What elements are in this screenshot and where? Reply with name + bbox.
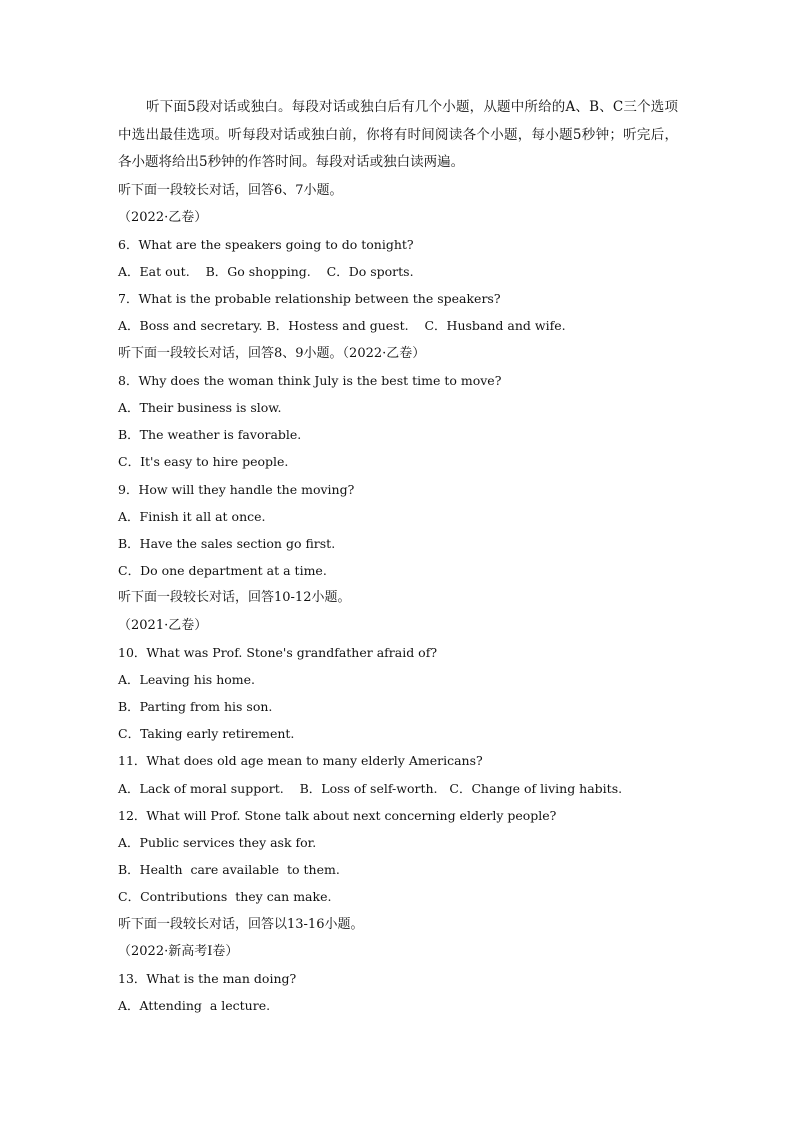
answer-option: C．Taking early retirement. bbox=[118, 726, 295, 742]
instructions-paragraph: 听下面5段对话或独白。每段对话或独白后有几个小题，从题中所给的A、B、C三个选项中选出最佳选项。听每段对话或独白前，你将有时间阅读各个小题，每小题5秒钟；听完后，各小题将给出5秒钟的作答时间。每段对话或独白读两遍。 bbox=[118, 99, 678, 170]
question-text: 11．What does old age mean to many elderly Americans? bbox=[118, 753, 483, 769]
question-text: 12．What will Prof. Stone talk about next concerning elderly people? bbox=[118, 807, 557, 823]
section-heading: （2022·新高考I卷） bbox=[118, 943, 239, 959]
answer-option: B．The weather is favorable. bbox=[118, 427, 302, 443]
question-text: 9．How will they handle the moving? bbox=[118, 481, 355, 497]
answer-option: C．Contributions they can make. bbox=[118, 889, 332, 905]
answer-option: C．Do one department at a time. bbox=[118, 563, 327, 579]
answer-option: A．Their business is slow. bbox=[118, 400, 282, 415]
section-heading: 听下面一段较长对话，回答10-12小题。 bbox=[118, 590, 351, 606]
section-heading: 听下面一段较长对话，回答6、7小题。 bbox=[118, 182, 343, 198]
answer-option: B．Have the sales section go first. bbox=[118, 535, 336, 551]
question-list bbox=[118, 177, 678, 1020]
answer-option: A．Leaving his home. bbox=[118, 671, 255, 687]
document-content bbox=[118, 94, 678, 1019]
section-heading: 听下面一段较长对话，回答8、9小题。（2022·乙卷） bbox=[118, 345, 426, 361]
question-text: 7．What is the probable relationship between the speakers? bbox=[118, 291, 501, 307]
answer-option: A．Eat out. B．Go shopping. C．Do sports. bbox=[118, 264, 414, 280]
answer-option: A．Public services they ask for. bbox=[118, 835, 317, 850]
question-text: 8．Why does the woman think July is the best time to move? bbox=[118, 372, 502, 388]
section-heading: 听下面一段较长对话，回答以13-16小题。 bbox=[118, 916, 364, 932]
answer-option: A．Lack of moral support. B．Loss of self-worth. C．Change of living habits. bbox=[118, 780, 623, 796]
section-heading: （2022·乙卷） bbox=[118, 209, 208, 225]
answer-option: B．Health care available to them. bbox=[118, 862, 340, 878]
answer-option: A．Boss and secretary. B．Hostess and guest. C．Husband and wife. bbox=[118, 318, 566, 334]
answer-option: C．It's easy to hire people. bbox=[118, 454, 289, 470]
section-heading: （2021·乙卷） bbox=[118, 617, 208, 633]
answer-option: A．Finish it all at once. bbox=[118, 508, 266, 524]
answer-option: A．Attending a lecture. bbox=[118, 998, 271, 1014]
question-text: 10．What was Prof. Stone's grandfather afraid of? bbox=[118, 644, 438, 660]
question-text: 6．What are the speakers going to do tonight? bbox=[118, 236, 414, 252]
question-text: 13．What is the man doing? bbox=[118, 970, 297, 986]
answer-option: B．Parting from his son. bbox=[118, 699, 273, 715]
